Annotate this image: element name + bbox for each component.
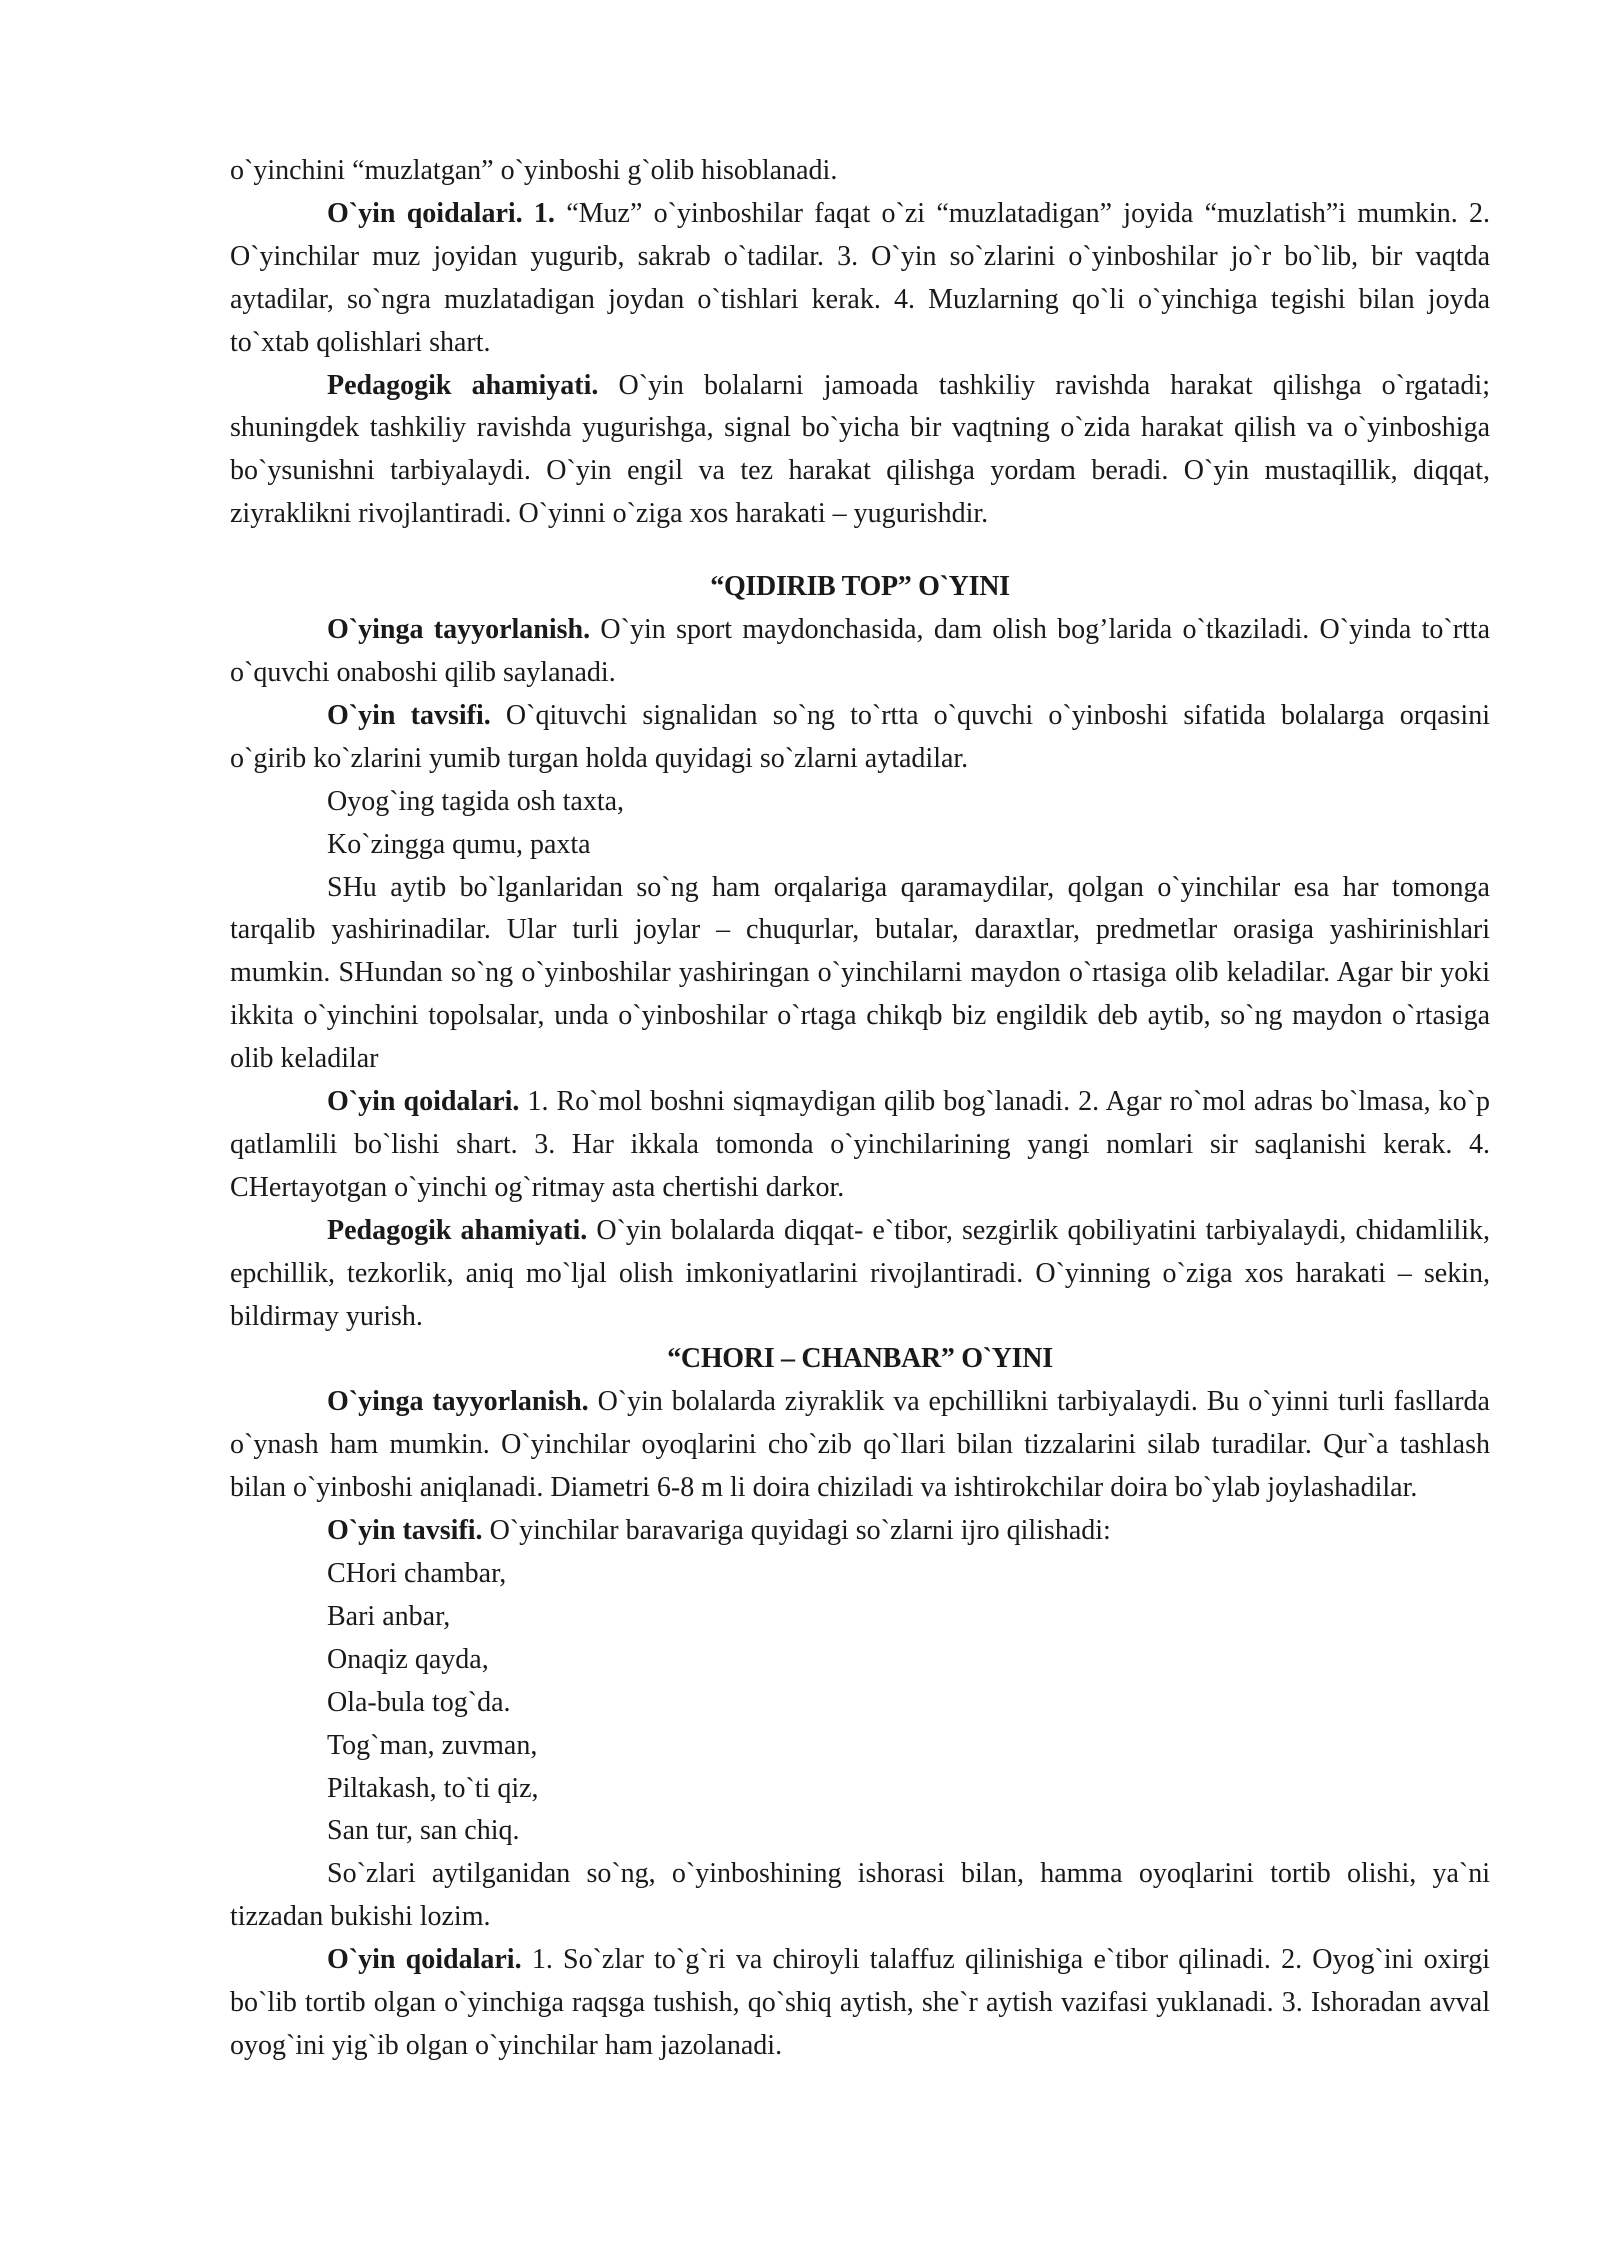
paragraph-after-verse-3: So`zlari aytilganidan so`ng, o`yinboshining ishorasi bilan, hamma oyoqlarini tortib olishi, ya`ni tizzadan bukishi lozim. <box>230 1858 1490 1933</box>
document-page <box>230 150 1490 2068</box>
rules-text: 1. So`zlar to`g`ri va chiroyli talaffuz qilinishiga e`tibor qilinadi. 2. Oyog`ini oxirgi bo`lib tortib olgan o`yinchiga raqsga tushish, qo`shiq aytish, she`r aytish vazifasi yuklanadi. 3. Ishoradan avval oyog`ini yig`ib olgan o`yinchilar ham jazolanadi. <box>230 1944 1490 2061</box>
rules-label: O`yin qoidalari. <box>327 1086 520 1118</box>
section-title-qidirib-top: “QIDIRIB TOP” O`YINI <box>710 571 1010 603</box>
preparation-text: O`yin bolalarda ziyraklik va epchillikni tarbiyalaydi. Bu o`yinni turli fasllarda o`ynash ham mumkin. O`yinchilar oyoqlarini cho`zib qo`llari bilan tizzalarini silab turadilar. Qur`a tashlash bilan o`yinboshi aniqlanadi. Diametri 6-8 m li doira chiziladi va ishtirokchilar doira bo`ylab joylashadilar. <box>230 1386 1490 1504</box>
paragraph-intro: o`yinchini “muzlatgan” o`yinboshi g`olib hisoblanadi. <box>230 155 838 186</box>
paragraph-rules-3 <box>230 1939 1490 2068</box>
description-label: O`yin tavsifi. <box>327 699 491 731</box>
paragraph-after-verse-2: SHu aytib bo`lganlaridan so`ng ham orqalariga qaramaydilar, qolgan o`yinchilar esa har tomonga tarqalib yashirinadilar. Ular turli joylar – chuqurlar, butalar, daraxtlar, predmetlar orasiga yashirinishlari mumkin. SHundan so`ng o`yinboshilar yashiringan o`yinchilarni maydon o`rtasiga olib keladilar. Agar bir yoki ikkita o`yinchini topolsalar, unda o`yinboshilar o`rtaga chikqb biz engildik deb aytib, so`ng maydon o`rtasiga olib keladilar <box>230 871 1490 1075</box>
paragraph-rules-2 <box>230 1081 1490 1210</box>
preparation-label: O`yinga tayyorlanish. <box>327 1386 589 1418</box>
rules-label: O`yin qoidalari. 1. <box>327 197 555 229</box>
description-text: O`qituvchi signalidan so`ng to`rtta o`quvchi o`yinboshi sifatida bolalarga orqasini o`girib ko`zlarini yumib turgan holda quyidagi so`zlarni aytadilar. <box>230 699 1490 774</box>
verse-line: Piltakash, to`ti qiz, <box>327 1772 539 1804</box>
pedagogy-text: O`yin bolalarni jamoada tashkiliy ravishda harakat qilishga o`rgatadi; shuningdek tashkiliy ravishda yugurishga, signal bo`yicha bir vaqtning o`zida harakat qilish va o`yinboshiga bo`ysunishni tarbiyalaydi. O`yin engil va tez harakat qilishga yordam beradi. O`yin mustaqillik, diqqat, ziyraklikni rivojlantiradi. O`yinni o`ziga xos harakati – yugurishdir. <box>230 369 1490 530</box>
pedagogy-text: O`yin bolalarda diqqat- e`tibor, sezgirlik qobiliyatini tarbiyalaydi, chidamlilik, epchillik, tezkorlik, aniq mo`ljal olish imkoniyatlarini rivojlantiradi. O`yinning o`ziga xos harakati – sekin, bildirmay yurish. <box>230 1214 1490 1332</box>
verse-line: Bari anbar, <box>327 1600 451 1632</box>
pedagogy-label: Pedagogik ahamiyati. <box>327 369 599 401</box>
preparation-label: O`yinga tayyorlanish. <box>327 614 591 646</box>
rules-label: O`yin qoidalari. <box>327 1944 522 1976</box>
verse-line: CHori chambar, <box>327 1558 507 1589</box>
paragraph-description-3 <box>230 1510 1490 1553</box>
verse-line: San tur, san chiq. <box>327 1815 520 1847</box>
paragraph-description-2 <box>230 695 1490 781</box>
preparation-text: O`yin sport maydonchasida, dam olish bog’larida o`tkaziladi. O`yinda to`rtta o`quvchi onaboshi qilib saylanadi. <box>230 614 1491 688</box>
verse-line: Oyog`ing tagida osh taxta, <box>327 785 625 817</box>
paragraph-pedagogy-2 <box>230 1210 1490 1339</box>
pedagogy-label: Pedagogik ahamiyati. <box>327 1214 588 1246</box>
description-label: O`yin tavsifi. <box>327 1515 483 1547</box>
paragraph-pedagogy-1 <box>230 365 1490 537</box>
section-title-chori-chanbar: “CHORI – CHANBAR” O`YINI <box>667 1343 1053 1375</box>
paragraph-preparation-2 <box>230 609 1490 695</box>
verse-line: Ko`zingga qumu, paxta <box>327 828 591 860</box>
description-text: O`yinchilar baravariga quyidagi so`zlarni ijro qilishadi: <box>482 1515 1111 1547</box>
paragraph-preparation-3 <box>230 1381 1490 1510</box>
verse-line: Ola-bula tog`da. <box>327 1686 511 1718</box>
verse-line: Onaqiz qayda, <box>327 1643 489 1675</box>
rules-text: “Muz” o`yinboshilar faqat o`zi “muzlatadigan” joyida “muzlatish”i mumkin. 2. O`yinchilar muz joyidan yugurib, sakrab o`tadilar. 3. O`yin so`zlarini o`yinboshilar jo`r bo`lib, bir vaqtda aytadilar, so`ngra muzlatadigan joydan o`tishlari kerak. 4. Muzlarning qo`li o`yinchiga tegishi bilan joyda to`xtab qolishlari shart. <box>230 197 1490 358</box>
paragraph-rules-1 <box>230 193 1490 365</box>
verse-line: Tog`man, zuvman, <box>327 1729 538 1761</box>
rules-text: 1. Ro`mol boshni siqmaydigan qilib bog`lanadi. 2. Agar ro`mol adras bo`lmasa, ko`p qatlamlili bo`lishi shart. 3. Har ikkala tomonda o`yinchilarining yangi nomlari sir saqlanishi kerak. 4. CHertayotgan o`yinchi og`ritmay asta chertishi darkor. <box>230 1086 1490 1203</box>
